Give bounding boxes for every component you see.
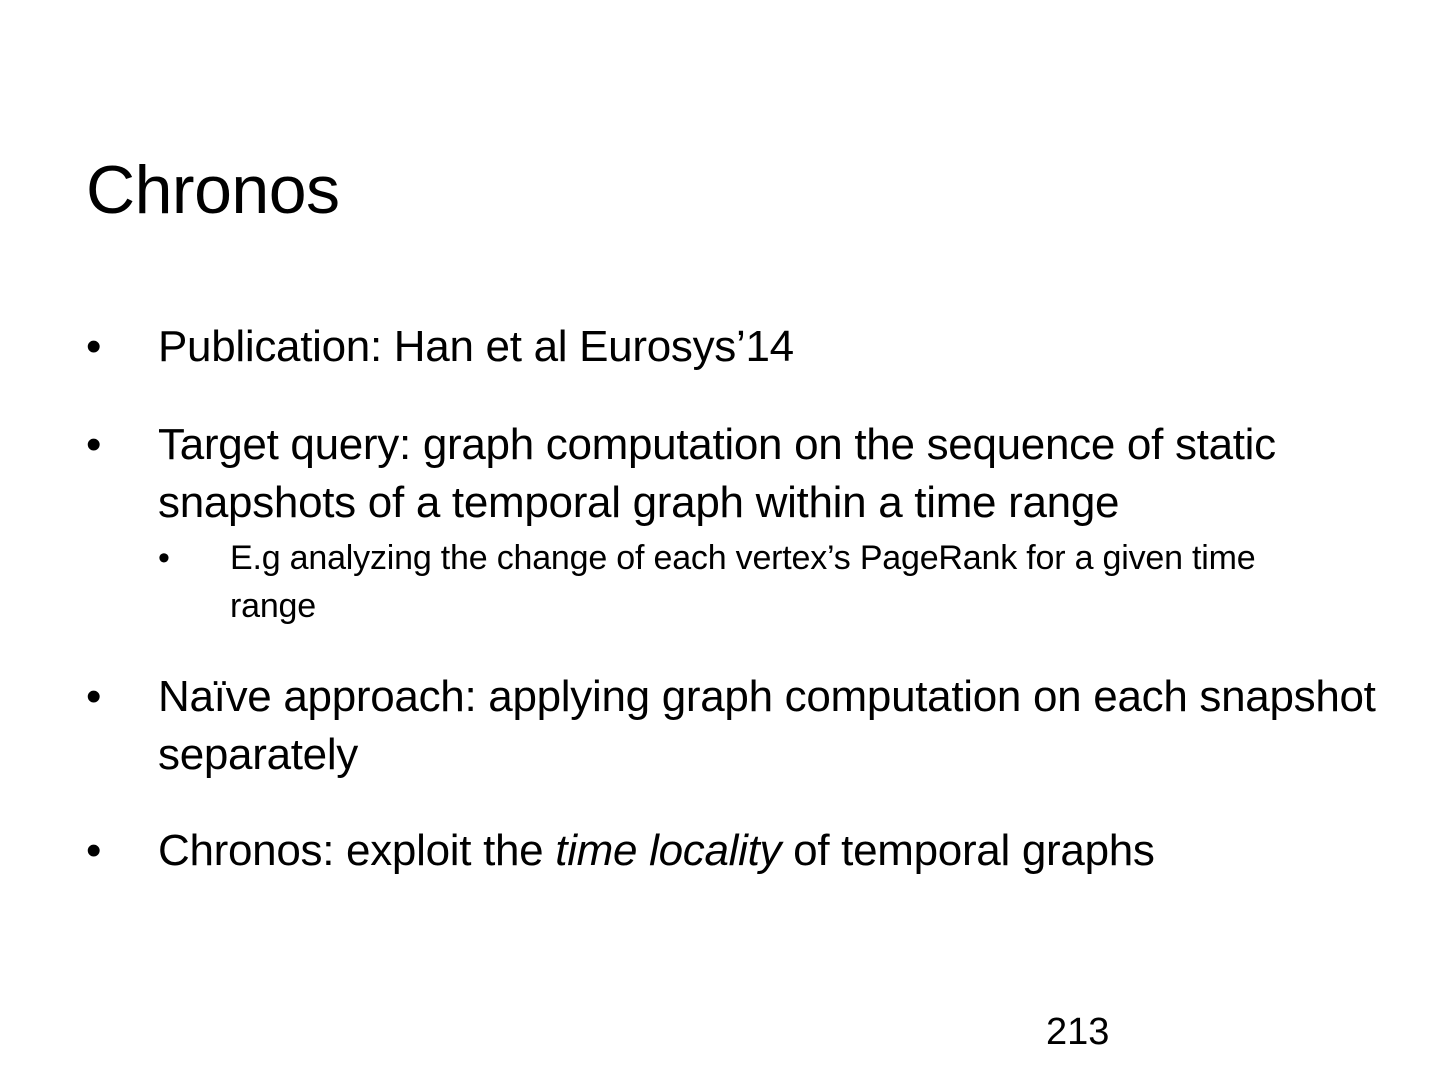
bullet-marker: • — [86, 826, 102, 875]
bullet-marker: • — [86, 322, 102, 371]
bullet-marker: • — [86, 672, 102, 721]
slide-title: Chronos — [86, 152, 340, 228]
sub-bullet-text: E.g analyzing the change of each vertex’s PageRank for a given time range — [230, 539, 1256, 625]
bullet-text — [158, 822, 1408, 880]
bullet-text-before: Chronos: exploit the — [158, 826, 556, 875]
bullet-marker: • — [86, 420, 102, 469]
bullet-text: Naïve approach: applying graph computation on each snapshot separately — [158, 672, 1376, 779]
bullet-text-after: of temporal graphs — [781, 826, 1155, 875]
bullet-text: Publication: Han et al Eurosys’14 — [158, 322, 794, 371]
sub-bullet-marker: • — [158, 539, 170, 577]
bullet-text: Target query: graph computation on the sequence of static snapshots of a temporal graph within a time range — [158, 420, 1276, 527]
page-number: 213 — [1046, 1011, 1110, 1053]
bullet-text-emphasis: time locality — [555, 826, 782, 875]
